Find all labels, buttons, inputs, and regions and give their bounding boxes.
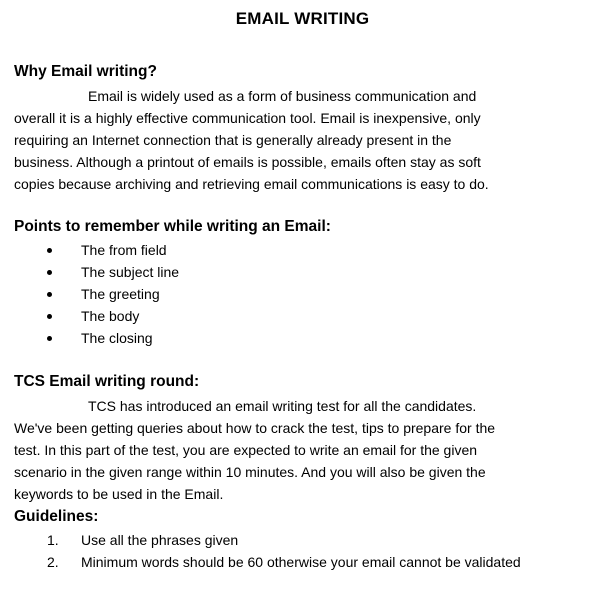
document-title: EMAIL WRITING: [235, 9, 370, 28]
tcs-paragraph: [14, 395, 594, 505]
bullet-icon: [47, 270, 52, 275]
bullet-icon: [47, 292, 52, 297]
why-line-3: requiring an Internet connection that is generally already present in the: [14, 132, 452, 148]
list-item-text: The subject line: [81, 264, 180, 280]
list-item-text: The greeting: [81, 286, 160, 302]
tcs-line-3: test. In this part of the test, you are expected to write an email for the given: [14, 442, 478, 458]
guidelines-list: [0, 529, 551, 573]
list-item: [0, 551, 551, 573]
tcs-line-2: We've been getting queries about how to crack the test, tips to prepare for the: [14, 420, 496, 436]
list-item-number: 1.: [47, 532, 59, 548]
why-line-2: overall it is a highly effective communication tool. Email is inexpensive, only: [14, 110, 481, 126]
bullet-icon: [47, 248, 52, 253]
list-item-number: 2.: [47, 554, 59, 570]
why-paragraph: [14, 85, 594, 195]
points-heading: Points to remember while writing an Email:: [14, 218, 331, 235]
why-line-5: copies because archiving and retrieving email communications is easy to do.: [14, 176, 489, 192]
why-line-4: business. Although a printout of emails is possible, emails often stay as soft: [14, 154, 481, 170]
bullet-icon: [47, 314, 52, 319]
guidelines-heading: Guidelines:: [14, 508, 99, 525]
tcs-heading: TCS Email writing round:: [14, 373, 200, 390]
tcs-line-1: TCS has introduced an email writing test for all the candidates.: [88, 398, 477, 414]
bullet-icon: [47, 336, 52, 341]
tcs-line-4: scenario in the given range within 10 minutes. And you will also be given the: [14, 464, 486, 480]
list-item-text: The closing: [81, 330, 153, 346]
why-line-1: Email is widely used as a form of business communication and: [88, 88, 477, 104]
list-item-text: Minimum words should be 60 otherwise your email cannot be validated: [81, 554, 521, 570]
list-item-text: Use all the phrases given: [81, 532, 239, 548]
list-item: [0, 529, 551, 551]
tcs-line-5: keywords to be used in the Email.: [14, 486, 224, 502]
list-item-text: The body: [81, 308, 140, 324]
why-heading: Why Email writing?: [14, 63, 157, 80]
list-item-text: The from field: [81, 242, 167, 258]
